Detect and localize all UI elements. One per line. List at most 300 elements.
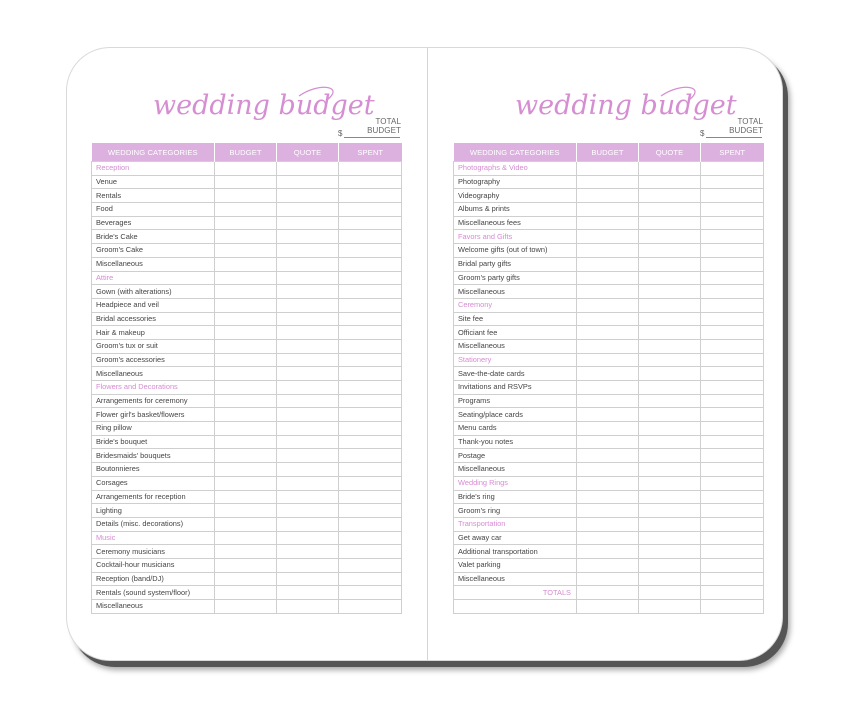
budget-cell[interactable] (577, 572, 639, 586)
budget-row (92, 244, 402, 258)
budget-row (92, 230, 402, 244)
spent-cell[interactable] (701, 531, 764, 545)
spent-cell[interactable] (701, 189, 764, 203)
totals-row (454, 586, 764, 600)
quote-cell[interactable] (639, 326, 701, 340)
quote-cell[interactable] (639, 490, 701, 504)
budget-cell[interactable] (577, 285, 639, 299)
budget-row (92, 285, 402, 299)
category-label: Groom's Cake (92, 244, 215, 258)
spent-cell[interactable] (701, 298, 764, 312)
category-label: Headpiece and veil (92, 298, 215, 312)
quote-cell[interactable] (277, 490, 339, 504)
spent-cell[interactable] (339, 381, 402, 395)
spent-cell[interactable] (701, 572, 764, 586)
category-label: Thank-you notes (454, 435, 577, 449)
budget-table-right (453, 143, 764, 614)
spent-cell[interactable] (701, 271, 764, 285)
budget-cell[interactable] (577, 367, 639, 381)
category-label (454, 600, 577, 614)
quote-cell[interactable] (639, 435, 701, 449)
section-label: Wedding Rings (454, 476, 577, 490)
budget-cell[interactable] (215, 517, 277, 531)
quote-cell[interactable] (277, 285, 339, 299)
budget-row (454, 422, 764, 436)
quote-cell[interactable] (277, 189, 339, 203)
spent-cell[interactable] (339, 435, 402, 449)
budget-cell[interactable] (577, 271, 639, 285)
spent-cell[interactable] (701, 162, 764, 176)
spent-cell[interactable] (701, 408, 764, 422)
quote-cell[interactable] (639, 367, 701, 381)
quote-cell[interactable] (277, 175, 339, 189)
spent-cell[interactable] (701, 586, 764, 600)
spent-cell[interactable] (339, 463, 402, 477)
quote-cell[interactable] (639, 216, 701, 230)
quote-cell[interactable] (639, 298, 701, 312)
budget-cell[interactable] (577, 435, 639, 449)
budget-row (454, 271, 764, 285)
quote-cell[interactable] (277, 600, 339, 614)
budget-cell[interactable] (577, 162, 639, 176)
spent-cell[interactable] (701, 463, 764, 477)
quote-cell[interactable] (277, 339, 339, 353)
spent-cell[interactable] (339, 285, 402, 299)
budget-cell[interactable] (577, 422, 639, 436)
quote-cell[interactable] (639, 504, 701, 518)
budget-cell[interactable] (215, 504, 277, 518)
quote-cell[interactable] (277, 353, 339, 367)
section-label: Reception (92, 162, 215, 176)
budget-cell[interactable] (577, 586, 639, 600)
spent-cell[interactable] (339, 175, 402, 189)
section-label: Ceremony (454, 298, 577, 312)
budget-row (454, 367, 764, 381)
budget-row (454, 463, 764, 477)
budget-cell[interactable] (577, 545, 639, 559)
quote-cell[interactable] (639, 175, 701, 189)
header-row (454, 143, 764, 162)
budget-cell[interactable] (577, 244, 639, 258)
spent-cell[interactable] (339, 408, 402, 422)
quote-cell[interactable] (277, 435, 339, 449)
budget-cell[interactable] (577, 189, 639, 203)
budget-row (454, 435, 764, 449)
budget-row (92, 326, 402, 340)
spent-cell[interactable] (339, 312, 402, 326)
category-label: Videography (454, 189, 577, 203)
category-label: Bridal party gifts (454, 257, 577, 271)
budget-row (92, 203, 402, 217)
quote-cell[interactable] (277, 476, 339, 490)
budget-cell[interactable] (577, 230, 639, 244)
quote-cell[interactable] (277, 312, 339, 326)
total-budget-underline (706, 137, 762, 138)
spent-cell[interactable] (701, 449, 764, 463)
budget-cell[interactable] (577, 476, 639, 490)
budget-cell[interactable] (215, 298, 277, 312)
spent-cell[interactable] (701, 381, 764, 395)
budget-cell[interactable] (215, 203, 277, 217)
category-label: Details (misc. decorations) (92, 517, 215, 531)
budget-cell[interactable] (577, 381, 639, 395)
quote-cell[interactable] (277, 298, 339, 312)
budget-cell[interactable] (215, 326, 277, 340)
quote-cell[interactable] (639, 408, 701, 422)
section-row (454, 353, 764, 367)
spent-cell[interactable] (339, 449, 402, 463)
budget-cell[interactable] (577, 449, 639, 463)
spent-cell[interactable] (339, 339, 402, 353)
spent-cell[interactable] (339, 353, 402, 367)
budget-cell[interactable] (577, 558, 639, 572)
quote-cell[interactable] (639, 572, 701, 586)
budget-cell[interactable] (215, 490, 277, 504)
budget-row (92, 367, 402, 381)
category-label: Albums & prints (454, 203, 577, 217)
budget-cell[interactable] (215, 216, 277, 230)
quote-cell[interactable] (639, 203, 701, 217)
quote-cell[interactable] (639, 312, 701, 326)
budget-cell[interactable] (215, 257, 277, 271)
spent-cell[interactable] (339, 230, 402, 244)
quote-cell[interactable] (639, 422, 701, 436)
section-row (454, 517, 764, 531)
budget-cell[interactable] (215, 244, 277, 258)
budget-cell[interactable] (215, 394, 277, 408)
header-quote: QUOTE (639, 143, 701, 162)
spent-cell[interactable] (701, 600, 764, 614)
budget-row (454, 504, 764, 518)
quote-cell[interactable] (639, 381, 701, 395)
spent-cell[interactable] (701, 558, 764, 572)
spent-cell[interactable] (339, 257, 402, 271)
quote-cell[interactable] (277, 545, 339, 559)
budget-cell[interactable] (215, 422, 277, 436)
quote-cell[interactable] (277, 162, 339, 176)
spent-cell[interactable] (339, 490, 402, 504)
quote-cell[interactable] (639, 531, 701, 545)
budget-cell[interactable] (577, 531, 639, 545)
budget-cell[interactable] (215, 600, 277, 614)
quote-cell[interactable] (639, 476, 701, 490)
quote-cell[interactable] (639, 285, 701, 299)
spent-cell[interactable] (339, 586, 402, 600)
budget-row (454, 490, 764, 504)
budget-cell[interactable] (215, 367, 277, 381)
category-label: Miscellaneous (454, 339, 577, 353)
budget-cell[interactable] (577, 257, 639, 271)
spent-cell[interactable] (339, 216, 402, 230)
budget-row (92, 504, 402, 518)
category-label: Reception (band/DJ) (92, 572, 215, 586)
quote-cell[interactable] (277, 422, 339, 436)
budget-row (92, 257, 402, 271)
category-label: Corsages (92, 476, 215, 490)
budget-row (92, 517, 402, 531)
quote-cell[interactable] (277, 203, 339, 217)
budget-cell[interactable] (577, 175, 639, 189)
currency-symbol: $ (700, 129, 705, 138)
budget-cell[interactable] (215, 586, 277, 600)
budget-row (92, 490, 402, 504)
quote-cell[interactable] (639, 189, 701, 203)
spent-cell[interactable] (701, 504, 764, 518)
budget-row (92, 339, 402, 353)
budget-row (92, 175, 402, 189)
budget-cell[interactable] (215, 339, 277, 353)
spent-cell[interactable] (339, 531, 402, 545)
quote-cell[interactable] (639, 517, 701, 531)
quote-cell[interactable] (277, 326, 339, 340)
category-label: Bride's ring (454, 490, 577, 504)
spent-cell[interactable] (701, 285, 764, 299)
quote-cell[interactable] (639, 463, 701, 477)
budget-cell[interactable] (577, 408, 639, 422)
spent-cell[interactable] (701, 257, 764, 271)
quote-cell[interactable] (277, 463, 339, 477)
quote-cell[interactable] (639, 230, 701, 244)
budget-row (454, 600, 764, 614)
quote-cell[interactable] (639, 394, 701, 408)
category-label: Ceremony musicians (92, 545, 215, 559)
budget-row (454, 339, 764, 353)
budget-row (454, 189, 764, 203)
section-label: Flowers and Decorations (92, 381, 215, 395)
quote-cell[interactable] (639, 586, 701, 600)
quote-cell[interactable] (639, 339, 701, 353)
section-label: Stationery (454, 353, 577, 367)
quote-cell[interactable] (277, 271, 339, 285)
spent-cell[interactable] (339, 504, 402, 518)
category-label: Additional transportation (454, 545, 577, 559)
budget-cell[interactable] (215, 435, 277, 449)
budget-cell[interactable] (577, 298, 639, 312)
budget-row (454, 312, 764, 326)
budget-cell[interactable] (215, 381, 277, 395)
spent-cell[interactable] (701, 435, 764, 449)
category-label: Postage (454, 449, 577, 463)
budget-cell[interactable] (215, 531, 277, 545)
quote-cell[interactable] (277, 244, 339, 258)
spent-cell[interactable] (339, 244, 402, 258)
budget-cell[interactable] (215, 545, 277, 559)
budget-row (92, 298, 402, 312)
budget-row (454, 545, 764, 559)
budget-cell[interactable] (215, 353, 277, 367)
budget-cell[interactable] (577, 353, 639, 367)
budget-cell[interactable] (215, 312, 277, 326)
spent-cell[interactable] (701, 244, 764, 258)
spent-cell[interactable] (339, 558, 402, 572)
quote-cell[interactable] (277, 394, 339, 408)
spent-cell[interactable] (339, 326, 402, 340)
spent-cell[interactable] (701, 326, 764, 340)
quote-cell[interactable] (277, 230, 339, 244)
budget-row (454, 203, 764, 217)
section-label: Attire (92, 271, 215, 285)
spent-cell[interactable] (701, 353, 764, 367)
budget-cell[interactable] (577, 517, 639, 531)
quote-cell[interactable] (277, 531, 339, 545)
budget-cell[interactable] (215, 271, 277, 285)
budget-cell[interactable] (215, 572, 277, 586)
quote-cell[interactable] (639, 162, 701, 176)
totals-label: TOTALS (454, 586, 577, 600)
section-row (454, 298, 764, 312)
budget-cell[interactable] (215, 189, 277, 203)
spent-cell[interactable] (701, 175, 764, 189)
category-label: Get away car (454, 531, 577, 545)
spent-cell[interactable] (339, 189, 402, 203)
budget-cell[interactable] (577, 600, 639, 614)
section-row (92, 162, 402, 176)
quote-cell[interactable] (277, 586, 339, 600)
spent-cell[interactable] (701, 517, 764, 531)
category-label: Groom's party gifts (454, 271, 577, 285)
category-label: Bride's Cake (92, 230, 215, 244)
spent-cell[interactable] (339, 545, 402, 559)
budget-row (454, 449, 764, 463)
category-label: Programs (454, 394, 577, 408)
budget-row (454, 394, 764, 408)
wedding-budget-script-title (511, 78, 737, 138)
category-label: Rentals (sound system/floor) (92, 586, 215, 600)
quote-cell[interactable] (277, 367, 339, 381)
spent-cell[interactable] (701, 339, 764, 353)
spent-cell[interactable] (701, 394, 764, 408)
spent-cell[interactable] (339, 271, 402, 285)
spent-cell[interactable] (701, 203, 764, 217)
budget-cell[interactable] (215, 476, 277, 490)
quote-cell[interactable] (277, 257, 339, 271)
quote-cell[interactable] (277, 572, 339, 586)
svg-text:wedding budget: wedding budget (515, 90, 737, 121)
quote-cell[interactable] (277, 216, 339, 230)
section-label: Favors and Gifts (454, 230, 577, 244)
quote-cell[interactable] (277, 408, 339, 422)
budget-row (92, 422, 402, 436)
spent-cell[interactable] (339, 367, 402, 381)
spent-cell[interactable] (339, 394, 402, 408)
quote-cell[interactable] (277, 449, 339, 463)
spent-cell[interactable] (339, 572, 402, 586)
budget-cell[interactable] (577, 394, 639, 408)
section-label: Transportation (454, 517, 577, 531)
quote-cell[interactable] (639, 244, 701, 258)
spent-cell[interactable] (701, 476, 764, 490)
spent-cell[interactable] (339, 298, 402, 312)
header-wedding-categories: WEDDING CATEGORIES (92, 143, 215, 162)
budget-cell[interactable] (577, 312, 639, 326)
spent-cell[interactable] (701, 367, 764, 381)
category-label: Bridal accessories (92, 312, 215, 326)
spent-cell[interactable] (339, 476, 402, 490)
spent-cell[interactable] (701, 545, 764, 559)
category-label: Arrangements for reception (92, 490, 215, 504)
spent-cell[interactable] (339, 600, 402, 614)
budget-cell[interactable] (215, 230, 277, 244)
quote-cell[interactable] (639, 257, 701, 271)
budget-cell[interactable] (215, 449, 277, 463)
category-label: Flower girl's basket/flowers (92, 408, 215, 422)
budget-row (454, 326, 764, 340)
budget-row (92, 586, 402, 600)
category-label: Miscellaneous (92, 257, 215, 271)
budget-cell[interactable] (215, 408, 277, 422)
budget-cell[interactable] (577, 490, 639, 504)
spent-cell[interactable] (339, 203, 402, 217)
spent-cell[interactable] (339, 517, 402, 531)
category-label: Miscellaneous (454, 572, 577, 586)
quote-cell[interactable] (639, 353, 701, 367)
total-budget-field[interactable] (338, 129, 400, 139)
quote-cell[interactable] (277, 504, 339, 518)
quote-cell[interactable] (277, 381, 339, 395)
budget-row (454, 408, 764, 422)
spent-cell[interactable] (339, 162, 402, 176)
spent-cell[interactable] (701, 422, 764, 436)
total-budget-field[interactable] (700, 129, 762, 139)
category-label: Photography (454, 175, 577, 189)
category-label: Gown (with alterations) (92, 285, 215, 299)
budget-booklet (66, 47, 783, 661)
budget-row (92, 189, 402, 203)
header-row (92, 143, 402, 162)
wedding-budget-script-title (149, 78, 375, 138)
budget-cell[interactable] (215, 558, 277, 572)
budget-row (92, 216, 402, 230)
quote-cell[interactable] (277, 517, 339, 531)
quote-cell[interactable] (639, 271, 701, 285)
budget-row (92, 449, 402, 463)
budget-cell[interactable] (215, 285, 277, 299)
category-label: Beverages (92, 216, 215, 230)
spent-cell[interactable] (701, 312, 764, 326)
budget-cell[interactable] (215, 162, 277, 176)
budget-cell[interactable] (215, 175, 277, 189)
budget-cell[interactable] (215, 463, 277, 477)
budget-row (92, 600, 402, 614)
spent-cell[interactable] (701, 230, 764, 244)
section-label: Music (92, 531, 215, 545)
budget-cell[interactable] (577, 326, 639, 340)
section-row (92, 271, 402, 285)
spent-cell[interactable] (701, 216, 764, 230)
category-label: Cocktail-hour musicians (92, 558, 215, 572)
header-budget: BUDGET (215, 143, 277, 162)
quote-cell[interactable] (639, 545, 701, 559)
budget-row (454, 216, 764, 230)
budget-cell[interactable] (577, 463, 639, 477)
budget-cell[interactable] (577, 339, 639, 353)
spent-cell[interactable] (339, 422, 402, 436)
quote-cell[interactable] (639, 600, 701, 614)
budget-cell[interactable] (577, 504, 639, 518)
category-label: Welcome gifts (out of town) (454, 244, 577, 258)
quote-cell[interactable] (639, 558, 701, 572)
section-row (454, 162, 764, 176)
quote-cell[interactable] (639, 449, 701, 463)
budget-row (454, 175, 764, 189)
budget-cell[interactable] (577, 216, 639, 230)
category-label: Groom's accessories (92, 353, 215, 367)
category-label: Hair & makeup (92, 326, 215, 340)
quote-cell[interactable] (277, 558, 339, 572)
budget-cell[interactable] (577, 203, 639, 217)
category-label: Invitations and RSVPs (454, 381, 577, 395)
spent-cell[interactable] (701, 490, 764, 504)
